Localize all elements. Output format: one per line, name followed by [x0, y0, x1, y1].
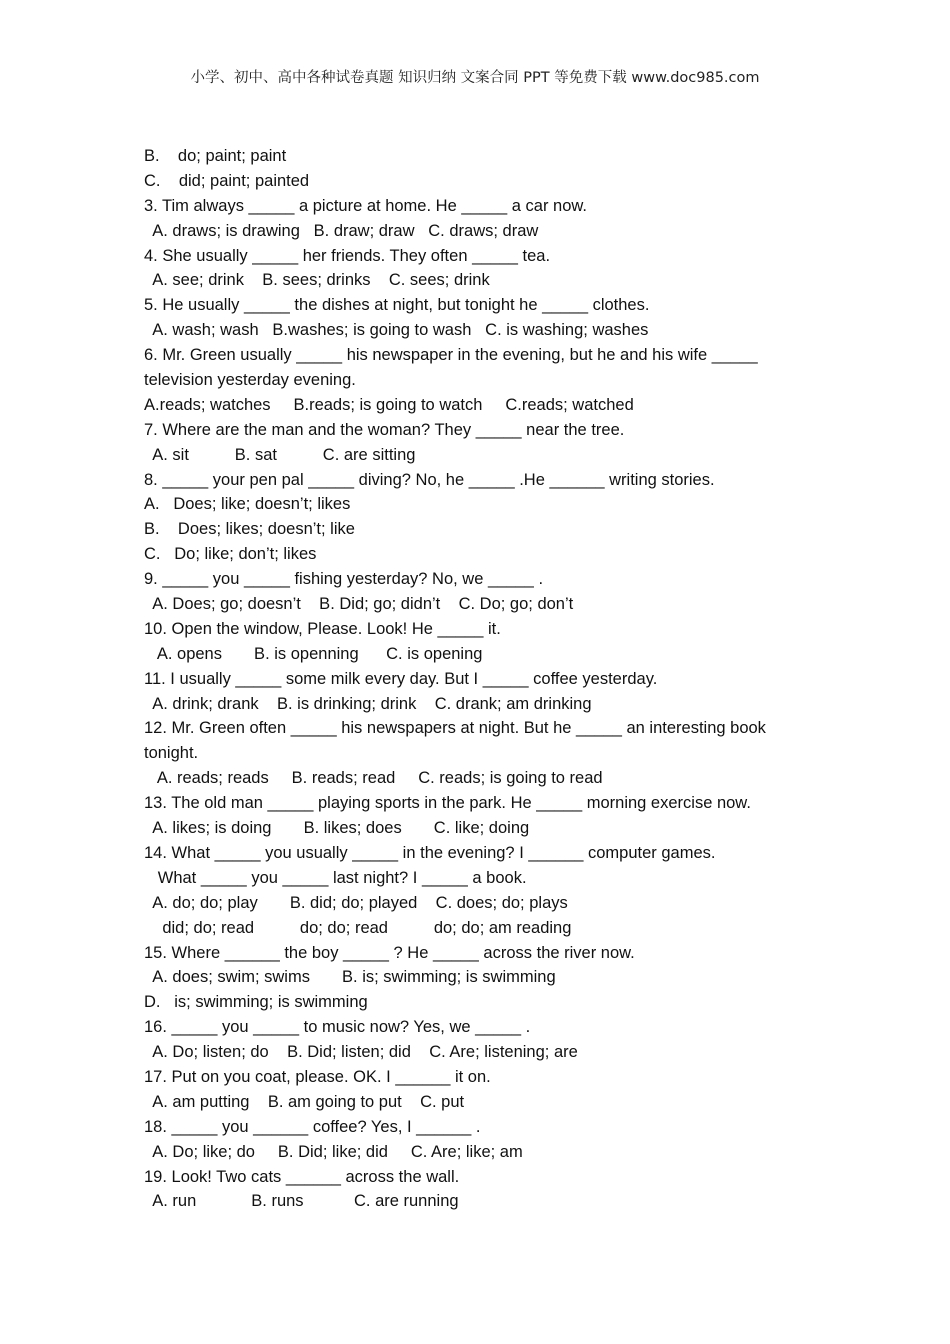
text-line: A. Do; like; do B. Did; like; did C. Are; like; am — [144, 1142, 523, 1161]
text-line: 15. Where ______ the boy _____ ? He _____ across the river now. — [144, 943, 635, 962]
text-line: A. sit B. sat C. are sitting — [144, 445, 416, 464]
text-line: tonight. — [144, 744, 199, 763]
text-line: A. drink; drank B. is drinking; drink C. drank; am drinking — [144, 694, 592, 713]
text-line: 11. I usually _____ some milk every day. But I _____ coffee yesterday. — [144, 669, 658, 688]
text-line: A. see; drink B. sees; drinks C. sees; drink — [144, 271, 490, 290]
text-line: A. Does; like; doesn’t; likes — [144, 495, 351, 514]
text-line: A. opens B. is openning C. is opening — [144, 644, 483, 663]
text-line: 14. What _____ you usually _____ in the evening? I ______ computer games. — [144, 843, 716, 862]
text-line: 13. The old man _____ playing sports in the park. He _____ morning exercise now. — [144, 794, 751, 813]
text-line: C. did; paint; painted — [144, 171, 310, 190]
text-line: D. is; swimming; is swimming — [144, 993, 368, 1012]
text-line: 6. Mr. Green usually _____ his newspaper in the evening, but he and his wife _____ — [144, 346, 758, 365]
text-line: A. run B. runs C. are running — [144, 1192, 459, 1211]
text-line: A. likes; is doing B. likes; does C. like; doing — [144, 819, 530, 838]
text-line: A. reads; reads B. reads; read C. reads; is going to read — [144, 769, 603, 788]
text-line: A. do; do; play B. did; do; played C. does; do; plays — [144, 893, 568, 912]
text-line: 7. Where are the man and the woman? They _____ near the tree. — [144, 420, 625, 439]
text-line: 4. She usually _____ her friends. They often _____ tea. — [144, 246, 551, 265]
text-line: 16. _____ you _____ to music now? Yes, we _____ . — [144, 1018, 531, 1037]
text-line: A.reads; watches B.reads; is going to watch C.reads; watched — [144, 395, 634, 414]
text-line: A. does; swim; swims B. is; swimming; is swimming — [144, 968, 556, 987]
text-line: A. wash; wash B.washes; is going to wash C. is washing; washes — [144, 321, 649, 340]
page-header: 小学、初中、高中各种试卷真题 知识归纳 文案合同 PPT 等免费下载 www.doc985.com — [190, 70, 760, 86]
text-line: B. Does; likes; doesn’t; like — [144, 520, 355, 539]
text-line: A. draws; is drawing B. draw; draw C. draws; draw — [144, 221, 539, 240]
text-line: 18. _____ you ______ coffee? Yes, I ______ . — [144, 1117, 481, 1136]
text-line: C. Do; like; don’t; likes — [144, 545, 317, 564]
text-line: What _____ you _____ last night? I _____ a book. — [144, 868, 527, 887]
text-line: 8. _____ your pen pal _____ diving? No, he _____ .He ______ writing stories. — [144, 470, 715, 489]
text-line: 19. Look! Two cats ______ across the wall. — [144, 1167, 460, 1186]
text-line: 9. _____ you _____ fishing yesterday? No, we _____ . — [144, 570, 544, 589]
text-line: did; do; read do; do; read do; do; am reading — [144, 918, 572, 937]
text-line: A. am putting B. am going to put C. put — [144, 1092, 465, 1111]
text-line: 12. Mr. Green often _____ his newspapers at night. But he _____ an interesting book — [144, 719, 766, 738]
text-line: B. do; paint; paint — [144, 147, 287, 165]
text-line: 17. Put on you coat, please. OK. I ______ it on. — [144, 1067, 491, 1086]
text-line: 10. Open the window, Please. Look! He _____ it. — [144, 619, 501, 638]
text-line: A. Does; go; doesn’t B. Did; go; didn’t C. Do; go; don’t — [144, 595, 574, 614]
question-list — [144, 144, 824, 1214]
text-line: A. Do; listen; do B. Did; listen; did C. Are; listening; are — [144, 1043, 578, 1062]
text-line: 3. Tim always _____ a picture at home. He _____ a car now. — [144, 196, 588, 215]
text-line: television yesterday evening. — [144, 371, 356, 390]
text-line: 5. He usually _____ the dishes at night, but tonight he _____ clothes. — [144, 296, 650, 315]
